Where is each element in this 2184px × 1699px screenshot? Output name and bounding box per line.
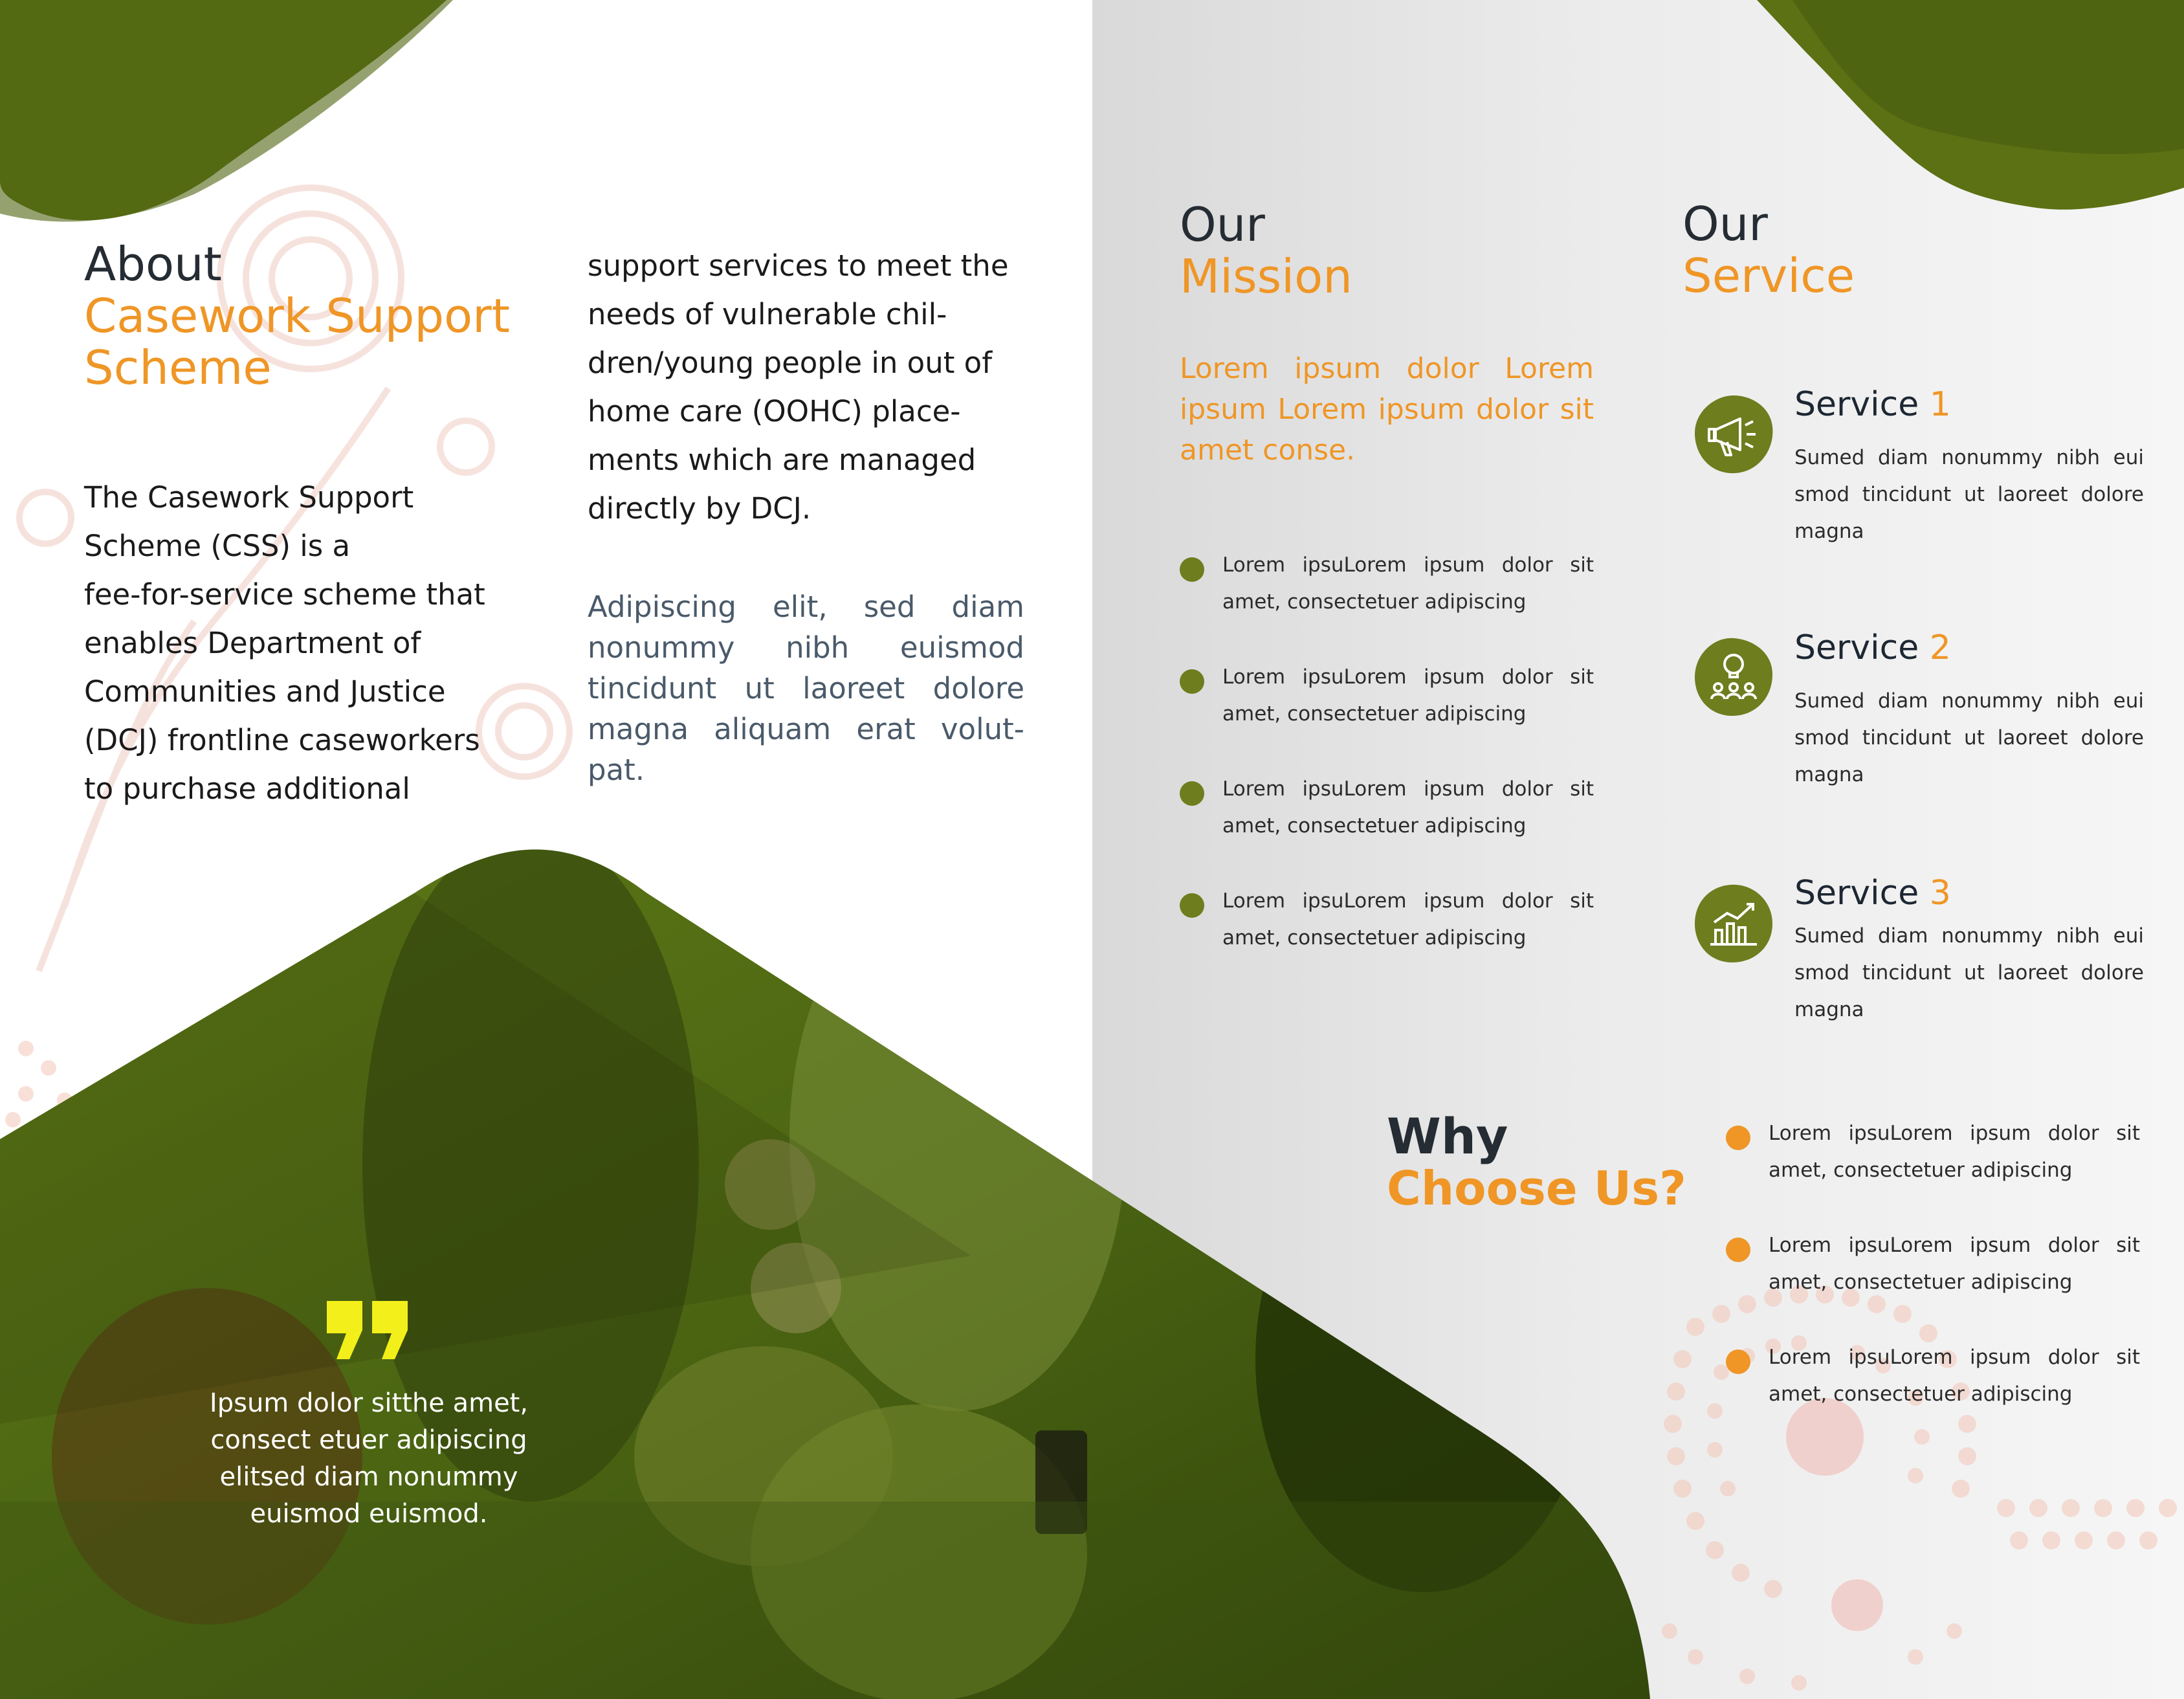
mission-bullet-item: Lorem ipsuLorem ipsum dolor sit amet, consectetuer adipiscing bbox=[1180, 883, 1594, 957]
service-heading-line1: Our bbox=[1682, 197, 1768, 251]
why-heading bbox=[1387, 1107, 1686, 1216]
mission-heading bbox=[1180, 199, 1352, 302]
why-heading-line1: Why bbox=[1387, 1107, 1508, 1165]
why-bullet-item: Lorem ipsuLorem ipsum dolor sit amet, consectetuer adipiscing bbox=[1726, 1115, 2140, 1189]
bullet-dot-icon bbox=[1180, 893, 1204, 918]
quote-line: Ipsum dolor sitthe amet, bbox=[209, 1388, 529, 1418]
quote-text bbox=[149, 1385, 589, 1533]
about-col2-line: ments which are managed bbox=[588, 443, 976, 477]
why-bullet-list bbox=[1726, 1115, 2140, 1451]
why-bullet-item: Lorem ipsuLorem ipsum dolor sit amet, consectetuer adipiscing bbox=[1726, 1227, 2140, 1301]
mission-bullet-list bbox=[1180, 547, 1594, 995]
about-heading bbox=[84, 238, 510, 394]
about-col2-line: support services to meet the bbox=[588, 249, 1009, 283]
mission-bullet-item: Lorem ipsuLorem ipsum dolor sit amet, consectetuer adipiscing bbox=[1180, 659, 1594, 733]
about-col2-line: directly by DCJ. bbox=[588, 491, 811, 526]
service-heading-line2: Service bbox=[1682, 249, 1855, 303]
about-column-1 bbox=[84, 473, 524, 813]
about-paragraph-2: Adipiscing elit, sed diam nonummy nibh euismod tincidunt ut laoreet dolore magna aliquam erat volut-pat. bbox=[588, 590, 1024, 787]
about-column-2 bbox=[588, 241, 1028, 533]
service-heading bbox=[1682, 198, 1855, 302]
about-col1-line: fee-for-service scheme that bbox=[84, 577, 485, 612]
quote-line: elitsed diam nonummy bbox=[219, 1462, 518, 1492]
service-description: Sumed diam nonummy nibh eui smod tincidunt ut laoreet dolore magna bbox=[1794, 924, 2144, 1021]
mission-heading-line2: Mission bbox=[1180, 249, 1352, 304]
about-col1-line: Communities and Justice bbox=[84, 674, 446, 709]
service-item-3 bbox=[1691, 872, 2144, 1028]
about-col1-line: Scheme (CSS) is a bbox=[84, 529, 351, 563]
bullet-dot-icon bbox=[1180, 669, 1204, 694]
about-col2-line: needs of vulnerable chil- bbox=[588, 297, 947, 331]
mission-bullet-item: Lorem ipsuLorem ipsum dolor sit amet, consectetuer adipiscing bbox=[1180, 547, 1594, 621]
service-item-1 bbox=[1691, 384, 2144, 550]
service-title: Service 1 bbox=[1794, 385, 1951, 424]
mission-heading-line1: Our bbox=[1180, 197, 1265, 252]
service-item-2 bbox=[1691, 627, 2144, 794]
quote-line: euismod euismod. bbox=[250, 1499, 488, 1529]
about-col1-line: (DCJ) frontline caseworkers bbox=[84, 723, 480, 757]
service-description: Sumed diam nonummy nibh eui smod tincidunt ut laoreet dolore magna bbox=[1794, 446, 2144, 543]
mission-bullet-item: Lorem ipsuLorem ipsum dolor sit amet, consectetuer adipiscing bbox=[1180, 771, 1594, 845]
about-col1-line: The Casework Support bbox=[84, 480, 414, 515]
about-heading-line1: About bbox=[84, 237, 222, 291]
bullet-dot-icon bbox=[1180, 781, 1204, 806]
bullet-dot-icon bbox=[1726, 1126, 1750, 1150]
bullet-dot-icon bbox=[1726, 1349, 1750, 1374]
bullet-dot-icon bbox=[1180, 557, 1204, 582]
about-col1-line: enables Department of bbox=[84, 626, 421, 660]
service-description: Sumed diam nonummy nibh eui smod tincidunt ut laoreet dolore magna bbox=[1794, 689, 2144, 786]
about-col1-line: to purchase additional bbox=[84, 772, 410, 806]
about-col2-line: home care (OOHC) place- bbox=[588, 394, 961, 428]
about-heading-line2: Casework Support bbox=[84, 289, 510, 343]
about-col2-line: dren/young people in out of bbox=[588, 346, 993, 380]
quote-line: consect etuer adipiscing bbox=[210, 1425, 527, 1455]
why-heading-line2: Choose Us? bbox=[1387, 1161, 1686, 1216]
about-heading-line3: Scheme bbox=[84, 340, 272, 395]
quote-icon bbox=[327, 1301, 411, 1359]
service-title: Service 2 bbox=[1794, 628, 1951, 667]
why-bullet-item: Lorem ipsuLorem ipsum dolor sit amet, consectetuer adipiscing bbox=[1726, 1339, 2140, 1413]
mission-lead: Lorem ipsum dolor Lorem ipsum Lorem ipsum dolor sit amet conse. bbox=[1180, 352, 1594, 467]
bullet-dot-icon bbox=[1726, 1238, 1750, 1262]
service-title: Service 3 bbox=[1794, 874, 1951, 913]
